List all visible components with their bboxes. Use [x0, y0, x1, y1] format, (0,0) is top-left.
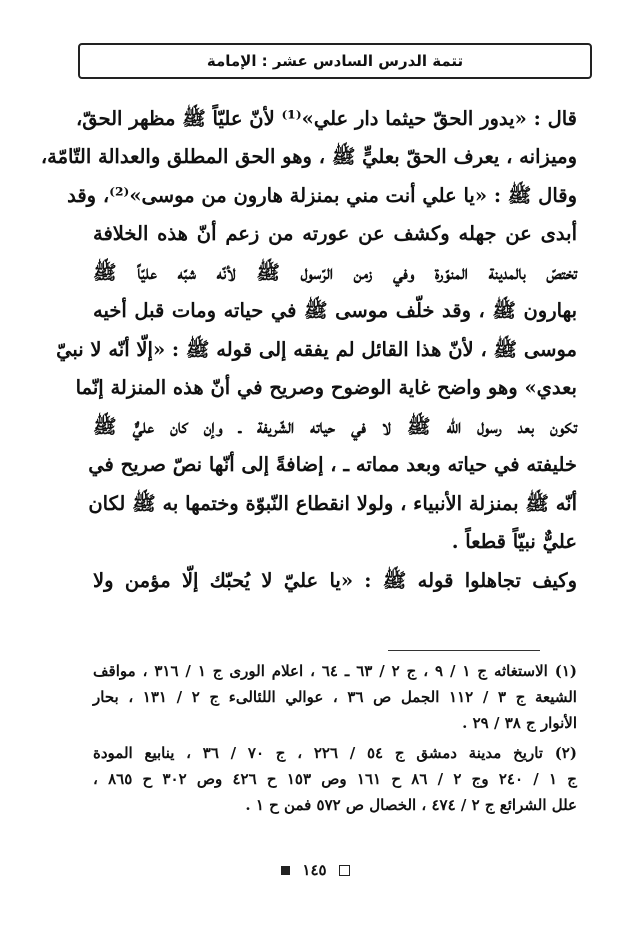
- text-line: بهارون ﷺ ، وقد خلّف موسى ﷺ في حياته ومات قبل أخيه: [93, 299, 577, 322]
- text-line: عليٌّ نبيّاً قطعاً .: [451, 530, 577, 553]
- page-number: ١٤٥: [302, 861, 327, 879]
- footnote-line: علل الشرائع ج ٢ / ٤٧٤ ، الخصال ص ٥٧٢ فمن ح ١ .: [245, 796, 577, 814]
- text-line: خليفته في حياته وبعد مماته ـ ، إضافةً إلى أنّها نصّ صريح في: [88, 453, 577, 476]
- text-line: أنّه ﷺ بمنزلة الأنبياء ، ولولا انقطاع النّبوّة وختمها به ﷺ لكان: [88, 492, 577, 515]
- text-line: أبدى عن جهله وكشف عن عورته من زعم أنّ هذه الخلافة: [93, 222, 577, 245]
- text-line: وكيف تجاهلوا قوله ﷺ : «يا عليّ لا يُحبّك إلّا مؤمن ولا: [93, 569, 577, 592]
- chapter-header-title: تتمة الدرس السادس عشر : الإمامة: [206, 52, 464, 70]
- open-square-icon: [339, 865, 350, 876]
- chapter-header-box: [78, 43, 592, 79]
- footnote-line: الأنوار ج ٣٨ / ٢٩ .: [462, 714, 577, 732]
- footnote-separator: [388, 650, 540, 651]
- text-line: موسى ﷺ ، لأنّ هذا القائل لم يفقه إلى قوله ﷺ : «إلّا أنّه لا نبيّ: [56, 338, 577, 361]
- text-line: تختصّ بالمدينة المنوّرة وفي زمن الرّسول ﷺ لأنّه شبّه عليّاً ﷺ: [93, 261, 577, 284]
- footnote-line: ج ١ / ٢٤٠ وج ٢ / ٨٦ ح ١٦١ وص ١٥٣ ح ٤٢٦ وص ٣٠٢ ح ٨٦٥ ،: [93, 770, 577, 788]
- footnote-line: (١) الاستغاثه ج ١ / ٩ ، ج ٢ / ٦٣ ـ ٦٤ ، اعلام الورى ج ١ / ٣١٦ ، مواقف: [93, 662, 577, 680]
- footnote-line: الشيعة ج ٣ / ١١٢ الجمل ص ٣٦ ، عوالي اللئالىء ج ٢ / ١٣١ ، بحار: [93, 688, 577, 706]
- text-line: بعدي» وهو واضح غاية الوضوح وصريح في أنّ هذه المنزلة إنّما: [75, 376, 577, 399]
- page-footer: [0, 861, 631, 879]
- text-line: وقال ﷺ : «يا علي أنت مني بمنزلة هارون من موسى»⁽²⁾، وقد: [67, 184, 577, 207]
- filled-square-icon: [281, 866, 290, 875]
- footnote-line: (٢) تاريخ مدينة دمشق ج ٥٤ / ٢٢٦ ، ج ٧٠ / ٣٦ ، ينابيع المودة: [93, 744, 577, 762]
- text-line: قال : «يدور الحقّ حيثما دار علي»⁽¹⁾ لأنّ عليّاً ﷺ مظهر الحقّ،: [75, 107, 577, 130]
- text-line: وميزانه ، يعرف الحقّ بعليٍّ ﷺ ، وهو الحق المطلق والعدالة التّامّة،: [40, 145, 577, 168]
- text-line: تكون بعد رسول الله ﷺ لا في حياته الشّريفة ـ وإن كان عليٌّ ﷺ: [93, 415, 577, 438]
